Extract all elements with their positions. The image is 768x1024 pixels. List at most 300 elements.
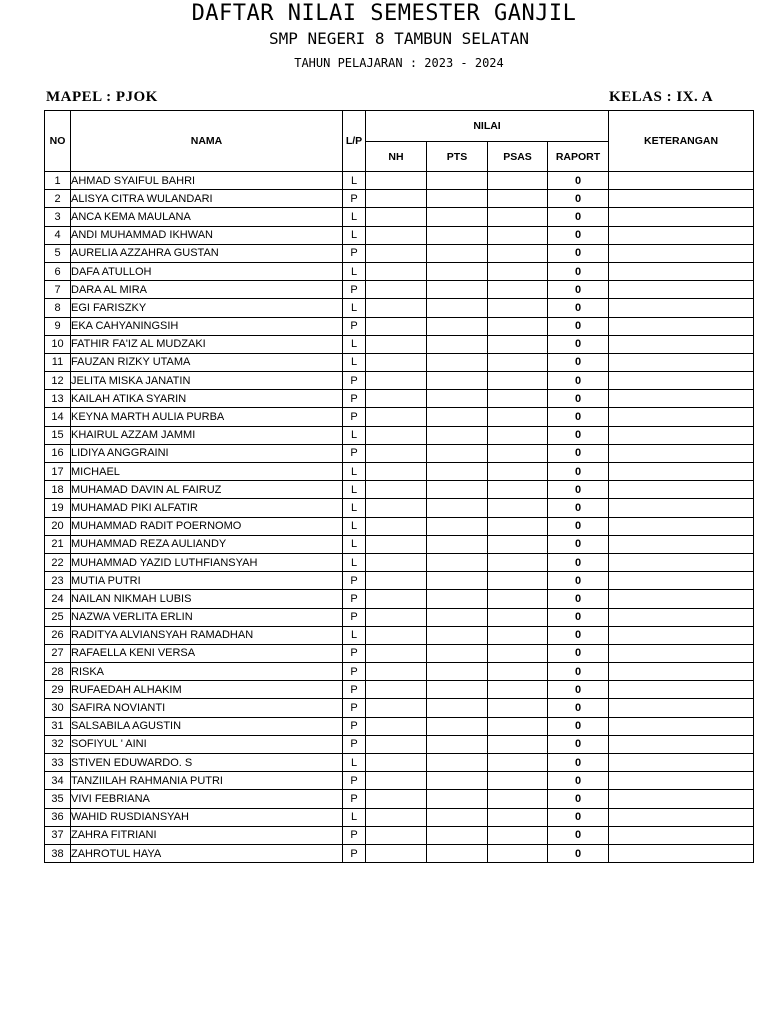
cell-psas [488, 608, 548, 626]
cell-nh [366, 426, 427, 444]
table-row [45, 772, 754, 790]
cell-gender: L [343, 172, 366, 190]
cell-pts [427, 262, 488, 280]
cell-gender: P [343, 444, 366, 462]
cell-gender: L [343, 535, 366, 553]
table-row [45, 844, 754, 862]
cell-keterangan [609, 717, 754, 735]
cell-no: 31 [45, 717, 71, 735]
cell-psas [488, 408, 548, 426]
cell-psas [488, 717, 548, 735]
cell-no: 8 [45, 299, 71, 317]
table-row [45, 299, 754, 317]
cell-raport: 0 [548, 208, 609, 226]
cell-name: JELITA MISKA JANATIN [71, 372, 343, 390]
cell-keterangan [609, 226, 754, 244]
cell-no: 28 [45, 663, 71, 681]
cell-nh [366, 553, 427, 571]
cell-nh [366, 808, 427, 826]
cell-raport: 0 [548, 190, 609, 208]
cell-nh [366, 408, 427, 426]
cell-nh [366, 353, 427, 371]
cell-gender: L [343, 463, 366, 481]
cell-keterangan [609, 826, 754, 844]
cell-nh [366, 754, 427, 772]
table-row [45, 499, 754, 517]
cell-name: EGI FARISZKY [71, 299, 343, 317]
cell-name: FATHIR FA'IZ AL MUDZAKI [71, 335, 343, 353]
cell-nh [366, 481, 427, 499]
cell-keterangan [609, 317, 754, 335]
cell-keterangan [609, 281, 754, 299]
cell-gender: P [343, 190, 366, 208]
cell-keterangan [609, 372, 754, 390]
cell-nh [366, 444, 427, 462]
cell-pts [427, 353, 488, 371]
cell-pts [427, 335, 488, 353]
cell-gender: P [343, 735, 366, 753]
cell-pts [427, 517, 488, 535]
cell-gender: L [343, 754, 366, 772]
cell-name: MUTIA PUTRI [71, 572, 343, 590]
cell-no: 24 [45, 590, 71, 608]
cell-pts [427, 499, 488, 517]
grades-table [44, 110, 754, 863]
cell-name: ANCA KEMA MAULANA [71, 208, 343, 226]
table-row [45, 644, 754, 662]
cell-pts [427, 481, 488, 499]
table-row [45, 826, 754, 844]
cell-name: RADITYA ALVIANSYAH RAMADHAN [71, 626, 343, 644]
cell-pts [427, 190, 488, 208]
cell-nh [366, 608, 427, 626]
cell-gender: L [343, 262, 366, 280]
cell-raport: 0 [548, 244, 609, 262]
cell-keterangan [609, 444, 754, 462]
cell-no: 10 [45, 335, 71, 353]
col-header-nilai: NILAI [366, 111, 609, 142]
col-header-nama: NAMA [71, 111, 343, 172]
cell-keterangan [609, 463, 754, 481]
table-row [45, 408, 754, 426]
table-row [45, 463, 754, 481]
cell-keterangan [609, 808, 754, 826]
cell-name: DAFA ATULLOH [71, 262, 343, 280]
cell-psas [488, 808, 548, 826]
cell-raport: 0 [548, 608, 609, 626]
table-row [45, 626, 754, 644]
col-header-lp: L/P [343, 111, 366, 172]
cell-name: NAZWA VERLITA ERLIN [71, 608, 343, 626]
cell-gender: L [343, 626, 366, 644]
table-row [45, 172, 754, 190]
cell-pts [427, 408, 488, 426]
cell-raport: 0 [548, 499, 609, 517]
cell-keterangan [609, 663, 754, 681]
cell-psas [488, 208, 548, 226]
cell-psas [488, 553, 548, 571]
cell-psas [488, 299, 548, 317]
cell-gender: P [343, 826, 366, 844]
cell-gender: L [343, 353, 366, 371]
cell-no: 25 [45, 608, 71, 626]
table-row [45, 426, 754, 444]
cell-psas [488, 590, 548, 608]
cell-keterangan [609, 499, 754, 517]
table-row [45, 699, 754, 717]
cell-nh [366, 517, 427, 535]
table-row [45, 608, 754, 626]
cell-nh [366, 535, 427, 553]
cell-gender: P [343, 844, 366, 862]
cell-pts [427, 790, 488, 808]
cell-pts [427, 608, 488, 626]
cell-no: 3 [45, 208, 71, 226]
cell-keterangan [609, 844, 754, 862]
academic-year: TAHUN PELAJARAN : 2023 - 2024 [294, 56, 504, 70]
cell-no: 15 [45, 426, 71, 444]
cell-raport: 0 [548, 699, 609, 717]
cell-psas [488, 790, 548, 808]
cell-pts [427, 681, 488, 699]
cell-gender: L [343, 553, 366, 571]
cell-name: RUFAEDAH ALHAKIM [71, 681, 343, 699]
cell-pts [427, 699, 488, 717]
cell-nh [366, 644, 427, 662]
cell-raport: 0 [548, 572, 609, 590]
cell-gender: L [343, 226, 366, 244]
cell-keterangan [609, 353, 754, 371]
cell-keterangan [609, 681, 754, 699]
cell-keterangan [609, 590, 754, 608]
cell-nh [366, 572, 427, 590]
document-title: DAFTAR NILAI SEMESTER GANJIL [191, 1, 577, 26]
cell-raport: 0 [548, 262, 609, 280]
cell-gender: P [343, 390, 366, 408]
cell-gender: P [343, 772, 366, 790]
cell-keterangan [609, 772, 754, 790]
cell-psas [488, 481, 548, 499]
cell-no: 1 [45, 172, 71, 190]
cell-raport: 0 [548, 535, 609, 553]
cell-no: 14 [45, 408, 71, 426]
cell-nh [366, 844, 427, 862]
cell-pts [427, 426, 488, 444]
table-row [45, 226, 754, 244]
cell-no: 4 [45, 226, 71, 244]
cell-psas [488, 772, 548, 790]
cell-keterangan [609, 699, 754, 717]
cell-raport: 0 [548, 281, 609, 299]
cell-no: 22 [45, 553, 71, 571]
table-row [45, 444, 754, 462]
table-row [45, 808, 754, 826]
cell-pts [427, 226, 488, 244]
cell-psas [488, 572, 548, 590]
cell-name: SAFIRA NOVIANTI [71, 699, 343, 717]
cell-no: 37 [45, 826, 71, 844]
cell-psas [488, 735, 548, 753]
cell-gender: P [343, 281, 366, 299]
cell-gender: P [343, 317, 366, 335]
table-row [45, 353, 754, 371]
cell-psas [488, 626, 548, 644]
cell-gender: P [343, 644, 366, 662]
cell-raport: 0 [548, 754, 609, 772]
cell-psas [488, 262, 548, 280]
cell-raport: 0 [548, 644, 609, 662]
cell-keterangan [609, 481, 754, 499]
cell-psas [488, 681, 548, 699]
cell-gender: P [343, 663, 366, 681]
cell-keterangan [609, 299, 754, 317]
cell-pts [427, 663, 488, 681]
cell-no: 17 [45, 463, 71, 481]
cell-name: ALISYA CITRA WULANDARI [71, 190, 343, 208]
cell-name: KAILAH ATIKA SYARIN [71, 390, 343, 408]
cell-psas [488, 372, 548, 390]
cell-pts [427, 844, 488, 862]
cell-psas [488, 535, 548, 553]
cell-name: WAHID RUSDIANSYAH [71, 808, 343, 826]
table-row [45, 572, 754, 590]
cell-pts [427, 553, 488, 571]
cell-keterangan [609, 644, 754, 662]
col-header-psas: PSAS [488, 142, 548, 172]
cell-no: 12 [45, 372, 71, 390]
col-header-pts: PTS [427, 142, 488, 172]
cell-gender: P [343, 572, 366, 590]
cell-name: VIVI FEBRIANA [71, 790, 343, 808]
table-row [45, 517, 754, 535]
table-row [45, 372, 754, 390]
cell-raport: 0 [548, 590, 609, 608]
cell-nh [366, 590, 427, 608]
col-header-no: NO [45, 111, 71, 172]
cell-pts [427, 644, 488, 662]
cell-name: ZAHROTUL HAYA [71, 844, 343, 862]
cell-no: 33 [45, 754, 71, 772]
cell-raport: 0 [548, 226, 609, 244]
cell-raport: 0 [548, 317, 609, 335]
cell-name: KHAIRUL AZZAM JAMMI [71, 426, 343, 444]
cell-pts [427, 372, 488, 390]
cell-raport: 0 [548, 372, 609, 390]
cell-raport: 0 [548, 663, 609, 681]
header-row [45, 111, 754, 142]
cell-no: 21 [45, 535, 71, 553]
cell-psas [488, 335, 548, 353]
cell-pts [427, 244, 488, 262]
cell-raport: 0 [548, 808, 609, 826]
school-name: SMP NEGERI 8 TAMBUN SELATAN [268, 29, 530, 48]
cell-keterangan [609, 735, 754, 753]
cell-no: 35 [45, 790, 71, 808]
cell-pts [427, 535, 488, 553]
cell-name: MUHAMAD PIKI ALFATIR [71, 499, 343, 517]
cell-nh [366, 226, 427, 244]
cell-pts [427, 281, 488, 299]
cell-name: KEYNA MARTH AULIA PURBA [71, 408, 343, 426]
cell-raport: 0 [548, 790, 609, 808]
cell-psas [488, 444, 548, 462]
col-header-raport: RAPORT [548, 142, 609, 172]
cell-keterangan [609, 608, 754, 626]
cell-raport: 0 [548, 553, 609, 571]
cell-raport: 0 [548, 426, 609, 444]
cell-no: 19 [45, 499, 71, 517]
cell-pts [427, 717, 488, 735]
table-row [45, 481, 754, 499]
cell-name: RAFAELLA KENI VERSA [71, 644, 343, 662]
cell-keterangan [609, 426, 754, 444]
cell-psas [488, 644, 548, 662]
cell-no: 18 [45, 481, 71, 499]
cell-keterangan [609, 535, 754, 553]
cell-raport: 0 [548, 353, 609, 371]
cell-name: TANZIILAH RAHMANIA PUTRI [71, 772, 343, 790]
cell-gender: L [343, 808, 366, 826]
cell-no: 30 [45, 699, 71, 717]
cell-raport: 0 [548, 681, 609, 699]
cell-raport: 0 [548, 717, 609, 735]
cell-nh [366, 172, 427, 190]
cell-name: FAUZAN RIZKY UTAMA [71, 353, 343, 371]
cell-name: ANDI MUHAMMAD IKHWAN [71, 226, 343, 244]
cell-name: SOFIYUL ' AINI [71, 735, 343, 753]
cell-raport: 0 [548, 626, 609, 644]
table-row [45, 681, 754, 699]
cell-psas [488, 353, 548, 371]
col-header-nh: NH [366, 142, 427, 172]
cell-pts [427, 172, 488, 190]
table-row [45, 262, 754, 280]
cell-raport: 0 [548, 335, 609, 353]
cell-pts [427, 590, 488, 608]
cell-raport: 0 [548, 299, 609, 317]
cell-gender: L [343, 299, 366, 317]
cell-keterangan [609, 572, 754, 590]
cell-psas [488, 426, 548, 444]
cell-no: 13 [45, 390, 71, 408]
cell-pts [427, 735, 488, 753]
cell-nh [366, 372, 427, 390]
cell-raport: 0 [548, 172, 609, 190]
cell-name: LIDIYA ANGGRAINI [71, 444, 343, 462]
cell-raport: 0 [548, 390, 609, 408]
cell-psas [488, 317, 548, 335]
cell-nh [366, 463, 427, 481]
cell-name: MICHAEL [71, 463, 343, 481]
cell-gender: P [343, 717, 366, 735]
subject-label: MAPEL : PJOK [46, 89, 158, 105]
cell-nh [366, 390, 427, 408]
cell-gender: L [343, 426, 366, 444]
cell-pts [427, 772, 488, 790]
cell-no: 38 [45, 844, 71, 862]
cell-pts [427, 299, 488, 317]
table-row [45, 535, 754, 553]
cell-gender: P [343, 699, 366, 717]
cell-name: NAILAN NIKMAH LUBIS [71, 590, 343, 608]
cell-name: MUHAMMAD RADIT POERNOMO [71, 517, 343, 535]
cell-no: 29 [45, 681, 71, 699]
cell-nh [366, 281, 427, 299]
cell-nh [366, 826, 427, 844]
cell-nh [366, 190, 427, 208]
cell-nh [366, 499, 427, 517]
cell-name: ZAHRA FITRIANI [71, 826, 343, 844]
cell-psas [488, 826, 548, 844]
cell-no: 20 [45, 517, 71, 535]
cell-gender: L [343, 335, 366, 353]
cell-name: STIVEN EDUWARDO. S [71, 754, 343, 772]
cell-gender: L [343, 481, 366, 499]
table-row [45, 281, 754, 299]
cell-keterangan [609, 244, 754, 262]
cell-nh [366, 699, 427, 717]
cell-name: MUHAMMAD REZA AULIANDY [71, 535, 343, 553]
cell-keterangan [609, 408, 754, 426]
cell-name: EKA CAHYANINGSIH [71, 317, 343, 335]
table-row [45, 790, 754, 808]
table-row [45, 754, 754, 772]
cell-keterangan [609, 262, 754, 280]
cell-no: 2 [45, 190, 71, 208]
cell-raport: 0 [548, 463, 609, 481]
table-row [45, 663, 754, 681]
cell-pts [427, 808, 488, 826]
cell-psas [488, 699, 548, 717]
cell-pts [427, 208, 488, 226]
cell-pts [427, 463, 488, 481]
cell-pts [427, 754, 488, 772]
cell-pts [427, 317, 488, 335]
cell-no: 34 [45, 772, 71, 790]
cell-pts [427, 572, 488, 590]
cell-keterangan [609, 172, 754, 190]
cell-name: MUHAMAD DAVIN AL FAIRUZ [71, 481, 343, 499]
cell-nh [366, 735, 427, 753]
cell-psas [488, 226, 548, 244]
cell-name: AHMAD SYAIFUL BAHRI [71, 172, 343, 190]
cell-keterangan [609, 335, 754, 353]
cell-psas [488, 754, 548, 772]
cell-psas [488, 244, 548, 262]
cell-pts [427, 826, 488, 844]
cell-psas [488, 663, 548, 681]
cell-keterangan [609, 190, 754, 208]
cell-nh [366, 681, 427, 699]
cell-raport: 0 [548, 826, 609, 844]
cell-no: 16 [45, 444, 71, 462]
cell-keterangan [609, 790, 754, 808]
cell-name: SALSABILA AGUSTIN [71, 717, 343, 735]
cell-no: 6 [45, 262, 71, 280]
cell-psas [488, 517, 548, 535]
cell-psas [488, 172, 548, 190]
table-row [45, 335, 754, 353]
table-row [45, 717, 754, 735]
cell-psas [488, 390, 548, 408]
table-row [45, 390, 754, 408]
table-row [45, 190, 754, 208]
cell-raport: 0 [548, 408, 609, 426]
cell-no: 36 [45, 808, 71, 826]
cell-no: 26 [45, 626, 71, 644]
cell-psas [488, 844, 548, 862]
cell-keterangan [609, 626, 754, 644]
